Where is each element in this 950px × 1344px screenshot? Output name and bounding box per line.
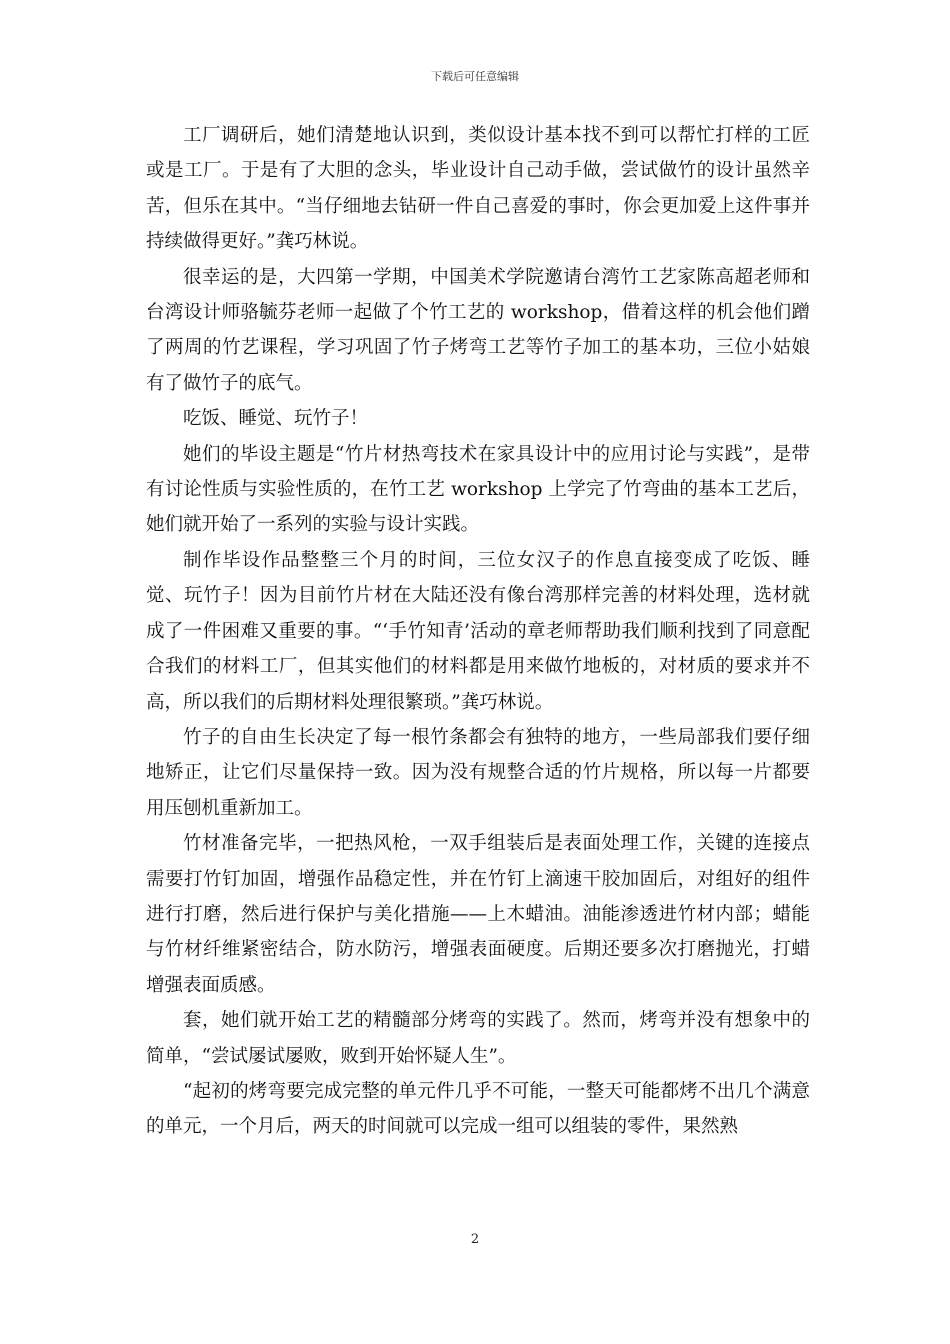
paragraph: 竹子的自由生长决定了每一根竹条都会有独特的地方，一些局部我们要仔细地矫正，让它们尽量保持一致。因为没有规整合适的竹片规格，所以每一片都要用压刨机重新加工。 — [146, 726, 810, 819]
document-body — [146, 118, 810, 1145]
paragraph: 很幸运的是，大四第一学期，中国美术学院邀请台湾竹工艺家陈高超老师和台湾设计师骆毓芬老师一起做了个竹工艺的 workshop，借着这样的机会他们蹭了两周的竹艺课程，学习巩固了竹子烤弯工艺等竹子加工的基本功，三位小姑娘有了做竹子的底气。 — [146, 266, 810, 394]
paragraph: “起初的烤弯要完成完整的单元件几乎不可能，一整天可能都烤不出几个满意的单元，一个月后，两天的时间就可以完成一组可以组装的零件，果然熟 — [146, 1080, 810, 1138]
page-number: 2 — [470, 1232, 480, 1247]
paragraph: 工厂调研后，她们清楚地认识到，类似设计基本找不到可以帮忙打样的工匠或是工厂。于是有了大胆的念头，毕业设计自己动手做，尝试做竹的设计虽然辛苦，但乐在其中。“当仔细地去钻研一件自己喜爱的事时，你会更加爱上这件事并持续做得更好。”龚巧林说。 — [146, 125, 810, 253]
page-header: 下载后可任意编辑 — [431, 70, 519, 83]
paragraph: 制作毕设作品整整三个月的时间，三位女汉子的作息直接变成了吃饭、睡觉、玩竹子！因为目前竹片材在大陆还没有像台湾那样完善的材料处理，选材就成了一件困难又重要的事。“‘手竹知青’活动的章老师帮助我们顺利找到了同意配合我们的材料工厂，但其实他们的材料都是用来做竹地板的，对材质的要求并不高，所以我们的后期材料处理很繁琐。”龚巧林说。 — [146, 549, 810, 713]
paragraph: 竹材准备完毕，一把热风枪，一双手组装后是表面处理工作，关键的连接点需要打竹钉加固，增强作品稳定性，并在竹钉上滴速干胶加固后，对组好的组件进行打磨，然后进行保护与美化措施——上木蜡油。油能渗透进竹材内部；蜡能与竹材纤维紧密结合，防水防污，增强表面硬度。后期还要多次打磨抛光，打蜡增强表面质感。 — [146, 833, 810, 996]
paragraph: 套，她们就开始工艺的精髓部分烤弯的实践了。然而，烤弯并没有想象中的简单，“尝试屡试屡败，败到开始怀疑人生”。 — [146, 1010, 810, 1067]
section-heading: 吃饭、睡觉、玩竹子！ — [183, 408, 369, 430]
paragraph: 她们的毕设主题是“竹片材热弯技术在家具设计中的应用讨论与实践”，是带有讨论性质与实验性质的，在竹工艺 workshop 上学完了竹弯曲的基本工艺后，她们就开始了一系列的实验与设计实践。 — [146, 443, 810, 536]
